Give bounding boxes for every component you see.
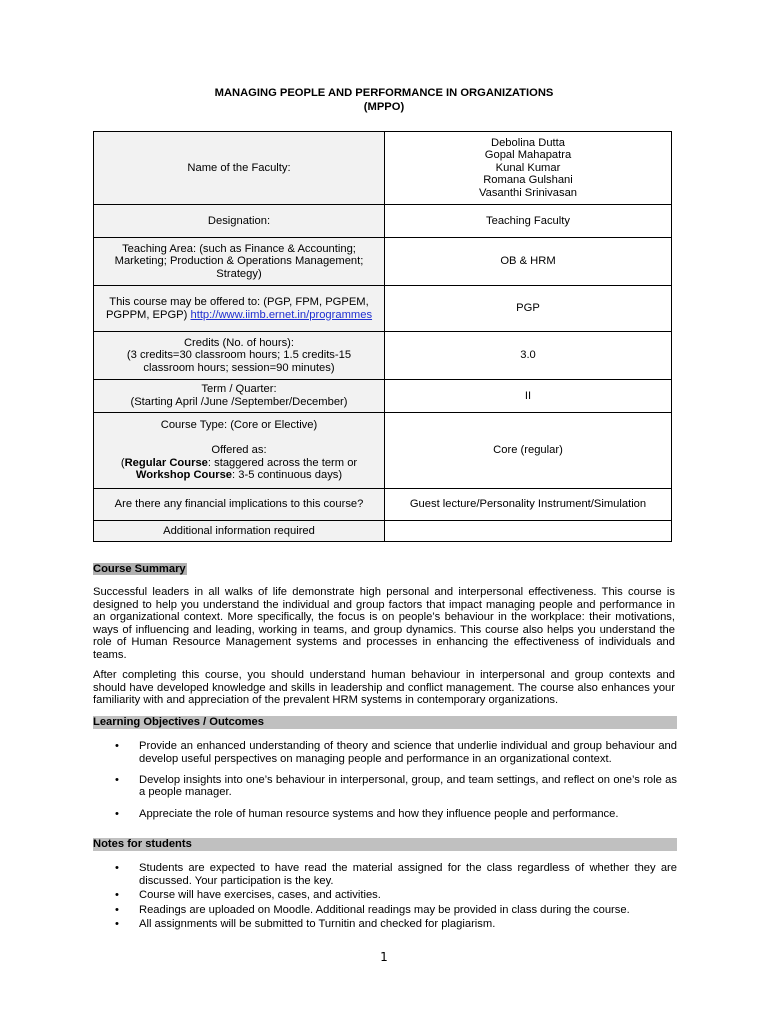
row-designation — [94, 205, 672, 238]
workshop-course-line — [100, 469, 378, 482]
list-item: • Provide an enhanced understanding of theory and science that underlie individual and group behaviour and develop useful perspectives on managing people and performance in an organizational context. — [115, 740, 677, 765]
workshop-course-term: Workshop Course — [135, 469, 233, 482]
bullet-icon: • — [115, 740, 119, 752]
title-line-1: MANAGING PEOPLE AND PERFORMANCE IN ORGANIZATIONS — [214, 87, 554, 99]
faculty-name: Vasanthi Srinivasan — [478, 186, 578, 199]
bullet-icon: • — [115, 918, 119, 931]
financial-value: Guest lecture/Personality Instrument/Simulation — [385, 489, 672, 521]
offered-as-label: Offered as: — [211, 444, 267, 457]
row-term — [94, 380, 672, 413]
course-summary-heading: Course Summary — [93, 563, 186, 575]
course-info-table — [93, 131, 672, 542]
row-financial — [94, 489, 672, 521]
additional-label: Additional information required — [94, 521, 385, 542]
teaching-area-label: Teaching Area: (such as Finance & Accounting; Marketing; Production & Operations Management; Strategy) — [94, 238, 385, 286]
credits-note: (3 credits=30 classroom hours; 1.5 credits-15 classroom hours; session=90 minutes) — [126, 349, 352, 374]
faculty-label: Name of the Faculty: — [94, 132, 385, 205]
faculty-name: Gopal Mahapatra — [484, 149, 572, 162]
row-faculty — [94, 132, 672, 205]
workshop-course-desc: : 3-5 continuous days) — [232, 469, 343, 482]
designation-value: Teaching Faculty — [385, 205, 672, 238]
course-type-label: Course Type: (Core or Elective) — [160, 419, 318, 432]
learning-objectives-list — [93, 740, 677, 829]
designation-label: Designation: — [94, 205, 385, 238]
list-item: • Students are expected to have read the material assigned for the class regardless of whether they are discussed. Your participation is the key. — [115, 862, 677, 887]
page-number: 1 — [380, 950, 388, 964]
faculty-name: Debolina Dutta — [490, 136, 565, 149]
credits-cell — [94, 332, 385, 380]
bullet-icon: • — [115, 773, 119, 786]
regular-course-term: Regular Course — [124, 456, 208, 469]
title-line-2: (MPPO) — [363, 101, 405, 113]
course-summary-paragraph-1: Successful leaders in all walks of life demonstrate high personal and interpersonal effectiveness. This course is designed to help you understand the individual and group factors that impact managing people and performance in an organizational context. More specifically, the focus is on people’s behaviour in the workplace: their motivations, ways of influencing and leading, working in teams, and group dynamics. This course also helps you understand the role of Human Resource Management systems and processes in enhancing the effectiveness of individuals and teams. — [93, 586, 675, 661]
document-title — [0, 86, 768, 114]
credits-value: 3.0 — [385, 332, 672, 380]
list-item: • Appreciate the role of human resource systems and how they influence people and performance. — [115, 807, 619, 820]
term-cell — [94, 380, 385, 413]
offered-to-cell — [94, 286, 385, 332]
term-label: Term / Quarter: — [201, 383, 277, 396]
bullet-icon: • — [115, 889, 119, 902]
financial-label: Are there any financial implications to this course? — [94, 489, 385, 521]
faculty-names — [385, 132, 672, 205]
list-item: • All assignments will be submitted to Turnitin and checked for plagiarism. — [115, 918, 496, 931]
list-item: • Course will have exercises, cases, and activities. — [115, 889, 381, 902]
regular-course-line: (Regular Course: staggered across the term or — [120, 456, 358, 469]
list-item: • Develop insights into one’s behaviour in interpersonal, group, and team settings, and reflect on one’s role as a people manager. — [115, 773, 677, 799]
course-type-value: Core (regular) — [385, 413, 672, 489]
offered-to-value: PGP — [385, 286, 672, 332]
teaching-area-value: OB & HRM — [385, 238, 672, 286]
programmes-link[interactable]: http://www.iimb.ernet.in/programmes — [190, 308, 373, 321]
row-offered-to — [94, 286, 672, 332]
list-item: • Readings are uploaded on Moodle. Additional readings may be provided in class during the course. — [115, 903, 630, 916]
credits-label: Credits (No. of hours): — [183, 336, 295, 349]
additional-value — [385, 521, 672, 542]
course-type-cell — [94, 413, 385, 489]
term-value: II — [385, 380, 672, 413]
learning-objectives-heading: Learning Objectives / Outcomes — [93, 716, 677, 729]
regular-course-desc: : staggered across the term or — [207, 456, 358, 469]
offered-to-label: This course may be offered to: (PGP, FPM, PGPEM, PGPPM, EPGP) — [105, 295, 369, 321]
bullet-icon: • — [115, 862, 119, 874]
term-note: (Starting April /June /September/December) — [130, 396, 348, 408]
row-teaching-area — [94, 238, 672, 286]
row-course-type — [94, 413, 672, 489]
notes-heading: Notes for students — [93, 838, 677, 851]
bullet-icon: • — [115, 903, 119, 916]
bullet-icon: • — [115, 807, 119, 820]
notes-list — [93, 862, 677, 933]
row-additional — [94, 521, 672, 542]
row-credits — [94, 332, 672, 380]
faculty-name: Romana Gulshani — [483, 174, 573, 187]
course-summary-paragraph-2: After completing this course, you should understand human behaviour in interpersonal and group contexts and should have developed knowledge and skills in leadership and conflict management. The course also enhances your familiarity with and appreciation of the prevalent HRM systems in contemporary organizations. — [93, 669, 675, 707]
faculty-name: Kunal Kumar — [495, 161, 561, 174]
